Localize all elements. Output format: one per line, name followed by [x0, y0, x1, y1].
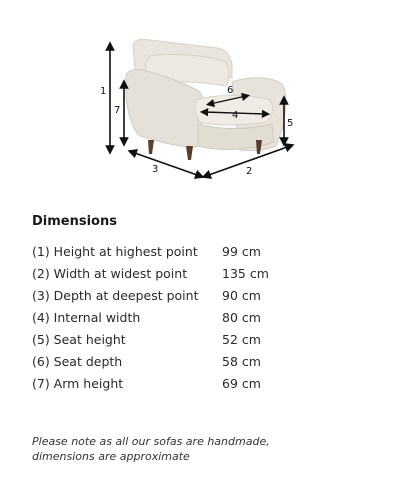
dimension-value: 52 cm	[222, 332, 261, 347]
dimension-row-height	[32, 244, 352, 266]
leg-back-left	[148, 140, 154, 154]
armchair-dimension-diagram	[0, 0, 400, 200]
dimension-row-width	[32, 266, 352, 288]
dimensions-heading: Dimensions	[32, 214, 117, 229]
leg-front-left	[186, 146, 193, 160]
handmade-disclaimer-note	[32, 434, 372, 464]
dimension-row-seat-depth	[32, 354, 352, 376]
dimension-label: (7) Arm height	[32, 376, 124, 391]
dimension-row-depth	[32, 288, 352, 310]
armchair-illustration	[0, 0, 400, 200]
dimension-label: (1) Height at highest point	[32, 244, 198, 259]
dimension-label: (4) Internal width	[32, 310, 141, 325]
dimension-row-arm-height	[32, 376, 352, 398]
callout-6: 6	[227, 85, 234, 96]
dimension-row-internal-width	[32, 310, 352, 332]
dimension-value: 90 cm	[222, 288, 261, 303]
callout-4: 4	[232, 110, 239, 121]
callout-5: 5	[287, 118, 294, 129]
callout-2: 2	[246, 166, 253, 177]
dimension-value: 69 cm	[222, 376, 261, 391]
callout-3: 3	[152, 164, 159, 175]
dimension-row-seat-height	[32, 332, 352, 354]
note-line-2: dimensions are approximate	[32, 450, 190, 463]
dimension-value: 80 cm	[222, 310, 261, 325]
dimension-value: 135 cm	[222, 266, 269, 281]
dimension-label: (2) Width at widest point	[32, 266, 188, 281]
dimension-value: 99 cm	[222, 244, 261, 259]
callout-1: 1	[100, 86, 107, 97]
callout-7: 7	[114, 105, 121, 116]
note-line-1: Please note as all our sofas are handmade,	[32, 435, 270, 448]
dimension-value: 58 cm	[222, 354, 261, 369]
dimension-label: (3) Depth at deepest point	[32, 288, 199, 303]
dimensions-list	[32, 244, 352, 398]
dimension-label: (5) Seat height	[32, 332, 126, 347]
dimension-label: (6) Seat depth	[32, 354, 123, 369]
